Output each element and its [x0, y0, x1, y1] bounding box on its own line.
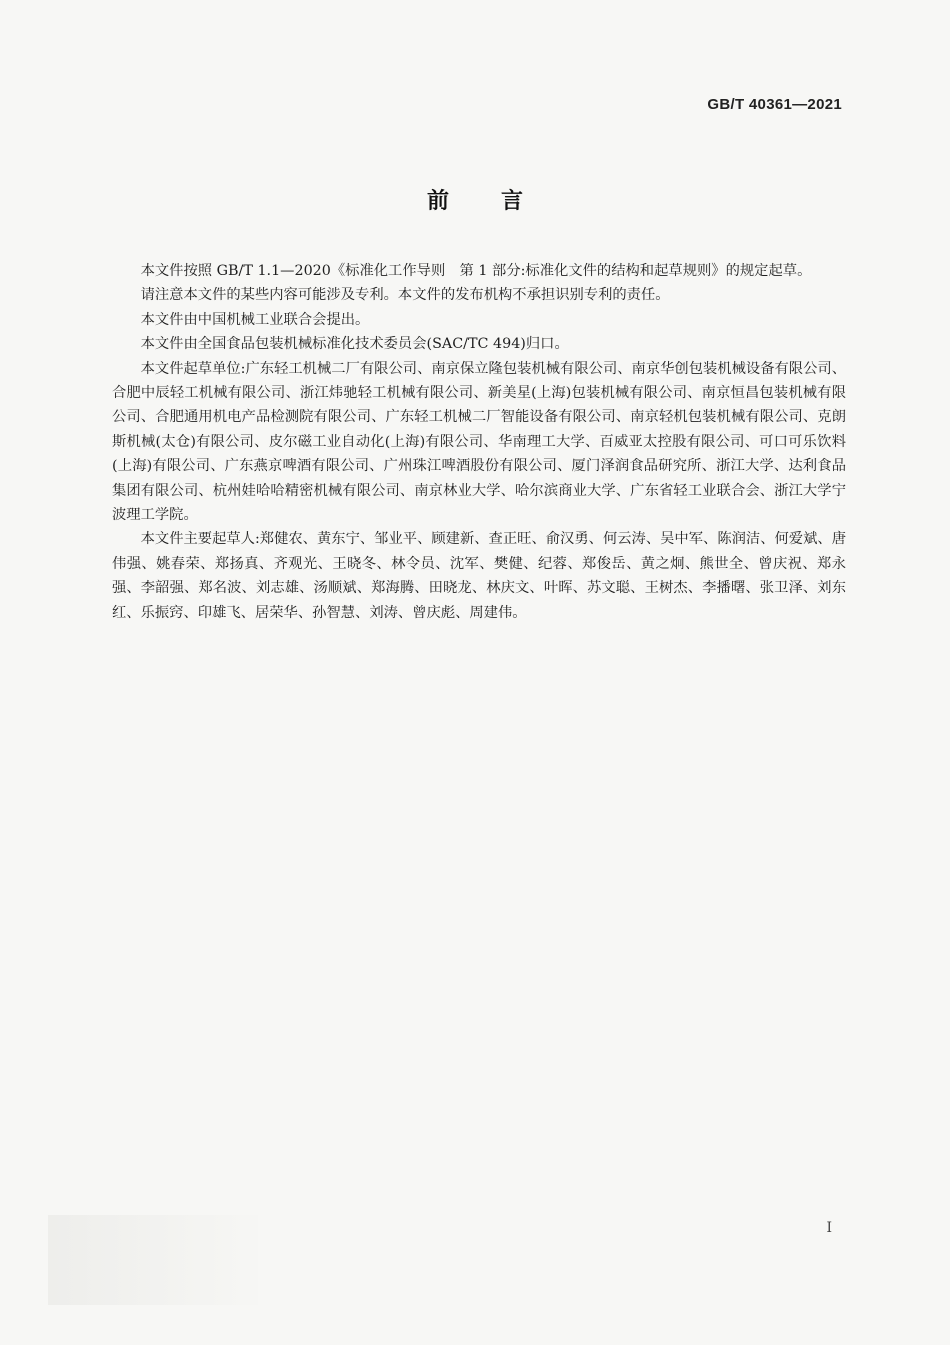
paragraph-proposer: 本文件由中国机械工业联合会提出。 [140, 311, 370, 328]
standard-code: GB/T 40361—2021 [707, 96, 842, 113]
paragraph-drafters: 本文件主要起草人:郑健农、黄东宁、邹业平、顾建新、查正旺、俞汉勇、何云涛、吴中军、陈润洁、何爱斌、唐伟强、姚春荣、郑扬真、齐观光、王晓冬、林令员、沈军、樊健、纪蓉、郑俊岳、黄之炯、熊世全、曾庆祝、郑永强、李韶强、郑名波、刘志雄、汤顺斌、郑海腾、田晓龙、林庆文、叶晖、苏文聪、王树杰、李播曙、张卫泽、刘东红、乐振窍、印雄飞、居荣华、孙智慧、刘涛、曾庆彪、周建伟。 [112, 531, 846, 621]
paragraph-patent-notice: 请注意本文件的某些内容可能涉及专利。本文件的发布机构不承担识别专利的责任。 [140, 287, 670, 304]
paragraph-centralized-unit: 本文件由全国食品包装机械标准化技术委员会(SAC/TC 494)归口。 [140, 336, 569, 353]
foreword-body [112, 259, 846, 625]
scan-artifact [48, 1215, 258, 1305]
page-number: I [826, 1220, 832, 1236]
paragraph-drafting-units: 本文件起草单位:广东轻工机械二厂有限公司、南京保立隆包装机械有限公司、南京华创包装机械设备有限公司、合肥中辰轻工机械有限公司、浙江炜驰轻工机械有限公司、新美星(上海)包装机械有限公司、南京恒昌包装机械有限公司、合肥通用机电产品检测院有限公司、广东轻工机械二厂智能设备有限公司、南京轻机包装机械有限公司、克朗斯机械(太仓)有限公司、皮尔磁工业自动化(上海)有限公司、华南理工大学、百威亚太控股有限公司、可口可乐饮料(上海)有限公司、广东燕京啤酒有限公司、广州珠江啤酒股份有限公司、厦门泽润食品研究所、浙江大学、达利食品集团有限公司、杭州娃哈哈精密机械有限公司、南京林业大学、哈尔滨商业大学、广东省轻工业联合会、浙江大学宁波理工学院。 [112, 360, 846, 524]
page-title: 前言 [426, 189, 575, 214]
paragraph-drafting-basis: 本文件按照 GB/T 1.1—2020《标准化工作导则 第 1 部分:标准化文件的结构和起草规则》的规定起草。 [140, 263, 812, 279]
